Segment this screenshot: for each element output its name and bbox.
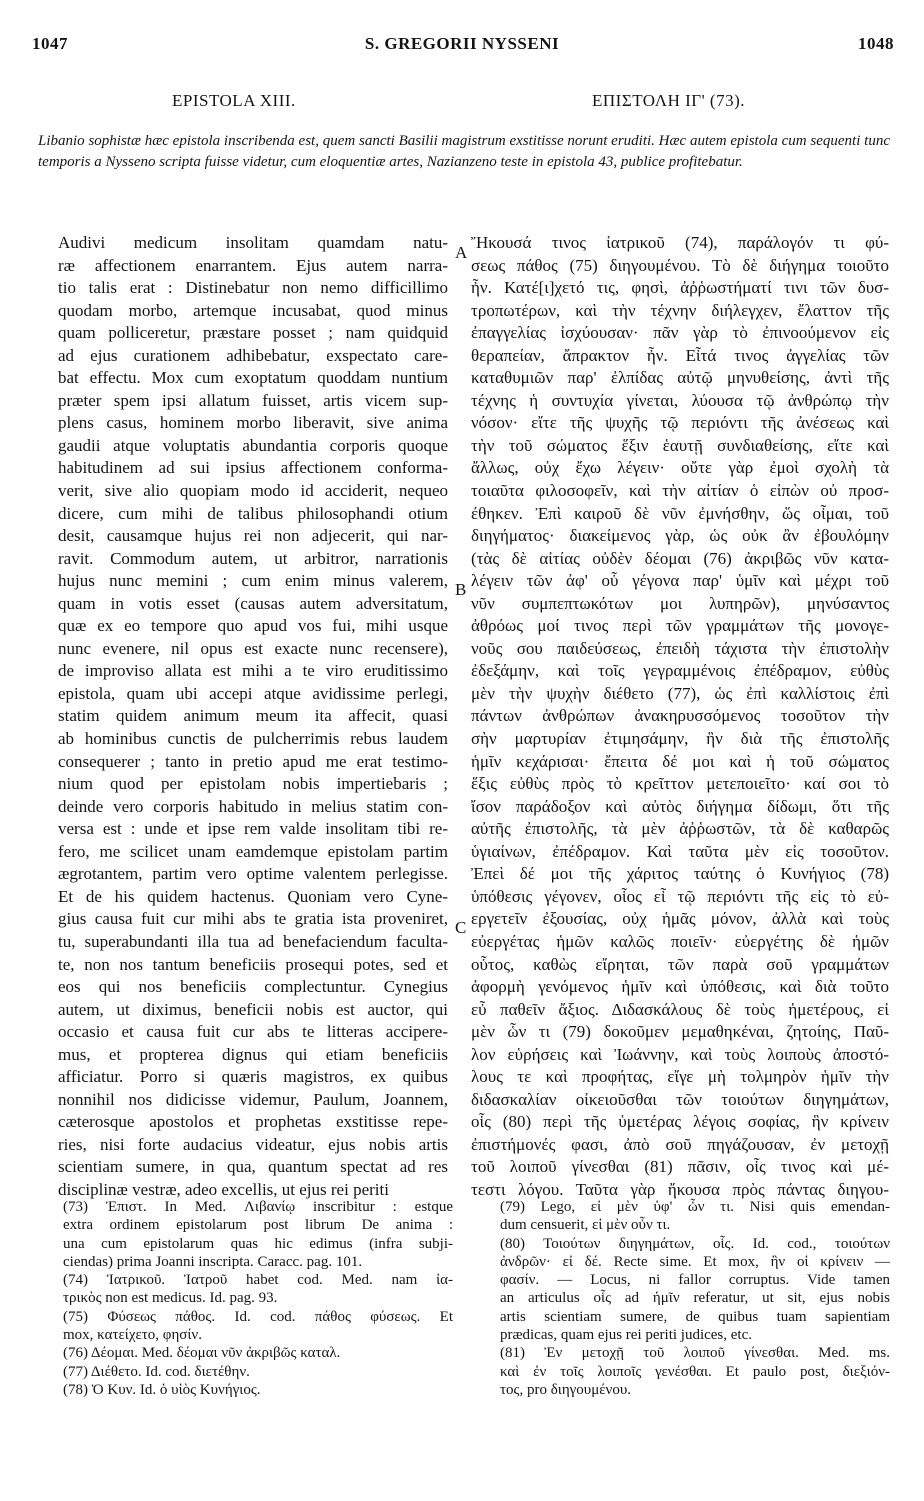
latin-text-line: ab hominibus cunctis de pulcherrimis rebus laudem <box>58 729 448 749</box>
greek-text-line: σὴν μαρτυρίαν ἐτιμησάμην, ἣν διὰ τῆς ἐπιστολῆς <box>471 729 889 749</box>
latin-text-line: gaudii atque voluptatis abundantia corporis quoque <box>58 435 448 455</box>
greek-text-line: Ἐπεὶ δέ μοι τῆς χάριτος ταύτης ὁ Κυνήγιος (78) <box>471 864 889 884</box>
latin-text-line: cæterosque apostolos et prophetas exstitisse repe- <box>58 1112 448 1132</box>
latin-text-line: de improviso allata est mihi a te viro eruditissimo <box>58 661 448 681</box>
greek-text-line: λον εὑρήσεις καὶ Ἰωάννην, καὶ τοὺς λοιποὺς ἀποστό- <box>471 1044 889 1064</box>
greek-text-line: τέχνης ἡ συντυχία γίνεται, λύουσα τῷ ἀνθρώπῳ τὴν <box>471 390 889 410</box>
latin-text-line: quam in votis esset (causas autem adversitatum, <box>58 593 448 613</box>
greek-text-line: εργετεῖν ἐξουσίας, οὐχ ἡμᾶς μόνον, ἀλλὰ καὶ τοὺς <box>471 909 889 929</box>
greek-text-line: μὲν τὴν ψυχὴν διέθετο (77), ὡς ἐπὶ καλλίστοις ἐπὶ <box>471 683 889 703</box>
latin-text-line: nonnihil nos didicisse videmur, Paulum, Joannem, <box>58 1089 448 1109</box>
latin-text-line: fero, me scilicet unam eamdemque epistolam partim <box>58 841 448 861</box>
greek-text-line: τεστι λόγου. Ταῦτα γὰρ ἤκουσα πρὸς πάντας διηγου- <box>471 1179 889 1199</box>
greek-text-line: τοιαῦτα φιλοσοφεῖν, καὶ τὴν αἰτίαν ὁ εἰπὼν οὐ προσ- <box>471 481 889 501</box>
greek-column <box>471 232 889 1202</box>
intro-paragraph: Libanio sophistæ hæc epistola inscribenda est, quem sancti Basilii magistrum exstitisse norunt eruditi. Hæc autem epistola cum sequenti tunc temporis a Nysseno scripta fuisse videtur, cum eloquentiæ artes, Nazianzeno teste in epistola 43, publice profitebatur. <box>38 133 890 170</box>
footnote-line: an articulus οἷς ad ἡμῖν referatur, ut sit, ejus nobis <box>500 1290 890 1307</box>
greek-text-line: τὴν τοῦ σώματος ἕξιν ἑαυτῇ συνδιαθείσης, εἴτε καὶ <box>471 435 889 455</box>
latin-text-line: mus, et propterea dignus qui etiam beneficiis <box>58 1044 448 1064</box>
latin-text-line: ries, nisi forte audacius videatur, ejus nobis artis <box>58 1134 448 1154</box>
margin-marker-b: B <box>455 580 467 599</box>
latin-text-line: deinde vero corporis habitudo in melius statim con- <box>58 796 448 816</box>
footnote-line: (77) Διέθετο. Id. cod. διετέθην. <box>63 1363 250 1380</box>
running-title: S. GREGORII NYSSENI <box>364 34 560 53</box>
latin-text-line: autem, ut diximus, beneficii nobis est auctor, qui <box>58 999 448 1019</box>
latin-column <box>58 232 448 1202</box>
latin-text-line: quæ ex eo tempore quo apud vos fui, mihi usque <box>58 616 448 636</box>
footnote-line: (79) Lego, εἰ μὲν ὑφ' ὧν τι. Nisi quis emendan- <box>500 1199 890 1215</box>
latin-text-line: occasio et causa fuit cur abs te litteras accipere- <box>58 1022 448 1042</box>
greek-text-line: ὑπόθεσις γέγονεν, οἷος εἶ τῷ περιόντι τῆς εἰς τὸ εὐ- <box>471 886 889 906</box>
footnote-line: dum censuerit, εἰ μὲν οὖν τι. <box>500 1217 671 1234</box>
greek-text-line: ὑγιαίνων, ἐπέδραμον. Καὶ ταῦτα μὲν εἰς τοσοῦτον. <box>471 841 889 861</box>
greek-title: ΕΠΙΣΤΟΛΗ ΙΓ' (73). <box>592 91 745 110</box>
footnote-line: (78) Ὁ Κυν. Id. ὁ υἱὸς Κυνήγιος. <box>63 1381 261 1398</box>
footnote-line: (81) Ἐν μετοχῇ τοῦ λοιποῦ γίνεσθαι. Med. ms. <box>500 1345 890 1362</box>
greek-text-line: λέγειν τῶν ἀφ' οὗ γέγονα παρ' ὑμῖν καὶ μέχρι τοῦ <box>471 571 889 591</box>
greek-text-line: σεως πάθος (75) διηγουμένου. Τὸ δὲ διήγημα τοιοῦτο <box>471 255 889 275</box>
latin-text-line: nium quod per epistolam nobis impertiebaris ; <box>58 774 448 794</box>
margin-marker-a: A <box>455 243 468 262</box>
footnote-line: (80) Τοιούτων διηγημάτων, οἷς. Id. cod., τοιούτων <box>500 1235 890 1252</box>
greek-text-line: ἄλλως, οὐχ ἔχω λέγειν· οὔτε γὰρ ἐμοὶ σχολὴ τὰ <box>471 458 889 478</box>
latin-text-line: gius causa fuit cur mihi abs te gratia ista proveniret, <box>58 909 448 929</box>
latin-text-line: nunc evenere, nil opus est exacte nunc recensere), <box>58 638 448 658</box>
greek-text-line: εὖ παθεῖν ἄξιος. Διδασκάλους δὲ τοὺς ἡμετέρους, εἰ <box>471 999 889 1019</box>
latin-text-line: Audivi medicum insolitam quamdam natu- <box>58 233 448 252</box>
greek-text-line: καταθυμιῶν παρ' ἐλπίδας αὐτῷ μηνυθείσης, ἀντὶ τῆς <box>471 368 889 388</box>
latin-text-line: eos qui nos beneficiis complectuntur. Cynegius <box>58 977 448 997</box>
greek-text-line: ἦν. Κατέ[ι]χετό τις, φησὶ, ἀῤῥωστήματί τινι τῶν δυσ- <box>471 278 889 298</box>
greek-text-line: ἐπαγγελίας ἰσχύουσαν· πᾶν γὰρ τὸ ἐπινοούμενον εἰς <box>471 323 889 343</box>
latin-text-line: disciplinæ vestræ, adeo excellis, ut ejus rei periti <box>58 1179 389 1199</box>
greek-text-line: Ἤκουσά τινος ἰατρικοῦ (74), παράλογόν τι φύ- <box>471 233 889 252</box>
latin-text-line: scientiam sumere, in qua, quantum spectat ad res <box>58 1157 448 1177</box>
latin-text-line: bat effectu. Mox cum exoptatum quoddam nuntium <box>58 368 448 388</box>
latin-text-line: versa est : unde et ipse rem valde insolitam tibi re- <box>58 819 448 839</box>
latin-title: EPISTOLA XIII. <box>172 91 296 110</box>
greek-text-line: ἕξις εὐθὺς πρὸς τὸ κρεῖττον μετεποιεῖτο· καί σοι τὸ <box>471 774 889 794</box>
latin-text-line: desit, causamque hujus rei non adjecerit, qui nar- <box>58 526 448 546</box>
footnote-line: τος, pro διηγουμένου. <box>500 1381 632 1398</box>
latin-text-line: ravit. Commodum autem, ut arbitror, narrationis <box>58 548 448 568</box>
greek-text-line: ἴσον παράδοξον καὶ αὐτὸς διήγημα δίδωμι, ὅτι τῆς <box>471 796 889 816</box>
latin-text-line: dicere, cum mihi de talibus philosophandi otium <box>58 503 448 523</box>
latin-text-line: hujus nunc memini ; cum enim minus valerem, <box>58 571 448 591</box>
footnote-line: (75) Φύσεως πάθος. Id. cod. πάθος φύσεως. Et <box>63 1308 453 1325</box>
latin-text-line: verit, sive alio quopiam modo id acciderit, nequeo <box>58 481 448 501</box>
footnote-line: prædicas, quam ejus rei periti judices, etc. <box>500 1327 753 1344</box>
latin-text-line: ræ affectionem enarrantem. Ejus autem narra- <box>58 255 448 275</box>
footnote-line: mox, κατείχετο, φησίν. <box>63 1327 202 1344</box>
greek-text-line: ἡμῖν κεχάρισαι· ἔπειτα δέ μοι καὶ ἡ τοῦ σώματος <box>471 751 889 771</box>
greek-text-line: λους τε καὶ προφήτας, εἴγε μὴ τολμηρὸν ἡμῖν τὴν <box>471 1067 889 1087</box>
greek-text-line: οἷς (80) περὶ τῆς ὑμετέρας λέγοις σοφίας, ἣν κρίνειν <box>471 1112 889 1132</box>
latin-text-line: Et de his quidem hactenus. Quoniam vero Cyne- <box>58 886 448 906</box>
latin-text-line: tu, superabundanti illa tua ad benefaciendum faculta- <box>58 931 448 951</box>
latin-text-line: epistola, quam ubi accepi atque avidissime perlegi, <box>58 683 448 703</box>
page-number-left: 1047 <box>32 34 68 53</box>
footnote-line: una cum epistolarum quas hic edimus (infra subji- <box>63 1235 453 1252</box>
greek-text-line: εὐεργέτας ἡμῶν καλῶς ποιεῖν· εὐεργέτης δὲ ἡμῶν <box>471 931 889 951</box>
greek-text-line: διηγήματος· διακείμενος γὰρ, ὡς οὐκ ἂν ἐβουλόμην <box>471 526 889 546</box>
latin-text-line: præter spem ipsi allatum fuisset, artis vicem sup- <box>58 390 448 410</box>
margin-marker-c: C <box>455 918 467 937</box>
latin-text-line: plens casus, hominem morbo liberavit, sive anima <box>58 413 448 433</box>
page-number-right: 1048 <box>858 34 894 53</box>
greek-text-line: πάντων ἀνθρώπων ἀνακηρυσσόμενος τοσοῦτον τὴν <box>471 706 889 726</box>
greek-text-line: αὐτῆς ἐπιστολῆς, τὰ μὲν ἀῤῥωστῶν, τὰ δὲ καθαρῶς <box>471 819 889 839</box>
latin-text-line: te, non nos tantum beneficiis prosequi potes, sed et <box>58 954 448 974</box>
greek-text-line: νῦν συμπεπτωκότων μοι λυπηρῶν), μηνύσαντος <box>471 593 889 613</box>
greek-text-line: διδασκαλίαν οἰκειοῦσθαι τῶν τοιούτων διηγημάτων, <box>471 1089 889 1109</box>
greek-text-line: οὗτος, καθὼς εἴρηται, τῶν παρὰ σοῦ γραμμάτων <box>471 954 889 974</box>
greek-text-line: έθηκεν. Ἐπὶ καιροῦ δὲ νῦν ἐμνήσθην, ὥς οἶμαι, τοῦ <box>471 503 889 523</box>
footnote-line: ciendas) prima Joanni inscripta. Caracc. pag. 101. <box>63 1253 363 1270</box>
greek-text-line: ἀφορμὴ γενόμενος ἡμῖν καὶ ὑπόθεσις, καὶ διὰ τοῦτο <box>471 977 889 997</box>
footnotes-right <box>500 1198 890 1399</box>
greek-text-line: τροπωτέρων, καὶ τὴν τέχνην διήλεγχεν, ἔλαττον τῆς <box>471 300 889 320</box>
footnote-line: (73) Ἐπιστ. In Med. Λιβανίῳ inscribitur : estque <box>63 1199 453 1215</box>
latin-text-line: habitudinem ad sui ipsius affectionem conforma- <box>58 458 448 478</box>
greek-text-line: ἐπιστήμονές φασι, ἀπὸ σοῦ πηγάζουσαν, ἐν μετοχῇ <box>471 1134 889 1154</box>
greek-text-line: νοῦς σου παιδεύσεως, ἐπειδὴ τάχιστα τὴν ἐπιστολὴν <box>471 638 889 658</box>
footnote-line: φασίν. — Locus, ni fallor corruptus. Vide tamen <box>500 1272 890 1289</box>
latin-text-line: tio talis erat : Distinebatur non nemo difficillimo <box>58 278 448 298</box>
footnote-line: artis scientiam sumere, de quibus tuam sapientiam <box>500 1308 890 1325</box>
footnote-line: (74) Ἰατρικοῦ. Ἰατροῦ habet cod. Med. nam ἰα- <box>63 1272 453 1289</box>
greek-text-line: μὲν ὧν τι (79) δοκοῦμεν μεμαθηκέναι, ζητοίης, Παῦ- <box>471 1022 889 1042</box>
greek-text-line: νόσον· εἴτε τῆς ψυχῆς τῷ περιόντι τῆς ἀνέσεως καὶ <box>471 413 889 433</box>
latin-text-line: statim quidem animum meum ita affecit, quasi <box>58 706 448 726</box>
latin-text-line: ægrotantem, partim vero optime valentem perlegisse. <box>58 864 448 884</box>
latin-text-line: quodam morbo, artemque incusabat, quod minus <box>58 300 448 320</box>
footnote-line: ἀνδρῶν· εἰ δέ. Recte sime. Et mox, ἣν οἱ κρίνειν — <box>500 1253 890 1270</box>
footnote-line: τρικὸς non est medicus. Id. pag. 93. <box>63 1290 278 1307</box>
latin-text-line: afficiatur. Porro si quæris magistros, ex quibus <box>58 1067 448 1087</box>
greek-text-line: ἐδεξάμην, καὶ τοῖς γεγραμμένοις ἐπέδραμον, εὐθὺς <box>471 661 889 681</box>
footnote-line: καὶ ἐν τοῖς λοιποῖς γενέσθαι. Et paulo post, διεξιόν- <box>500 1363 890 1380</box>
footnotes-left <box>63 1198 453 1399</box>
latin-text-line: quam polliceretur, præstare posset ; nam quidquid <box>58 323 448 343</box>
greek-text-line: (τὰς δὲ αἰτίας οὐδὲν δέομαι (76) ἀκριβῶς νῦν κατα- <box>471 548 889 568</box>
footnote-line: (76) Δέομαι. Med. δέομαι νῦν ἀκριβῶς καταλ. <box>63 1345 341 1362</box>
greek-text-line: τοῦ λοιποῦ γίνεσθαι (81) πᾶσιν, οἷς τινος καὶ μέ- <box>471 1157 889 1177</box>
latin-text-line: consequerer ; tanto in pretio apud me erat testimo- <box>58 751 448 771</box>
latin-text-line: ad ejus curationem adhibebatur, exspectato care- <box>58 345 448 365</box>
greek-text-line: θεραπείαν, ἄπρακτον ἦν. Εἶτά τινος ἀγγελίας τῶν <box>471 345 889 365</box>
footnote-line: extra ordinem epistolarum post librum De anima : <box>63 1217 453 1234</box>
greek-text-line: ἀθρόως μοί τινος περὶ τῶν γραμμάτων τῆς μονογε- <box>471 616 889 636</box>
